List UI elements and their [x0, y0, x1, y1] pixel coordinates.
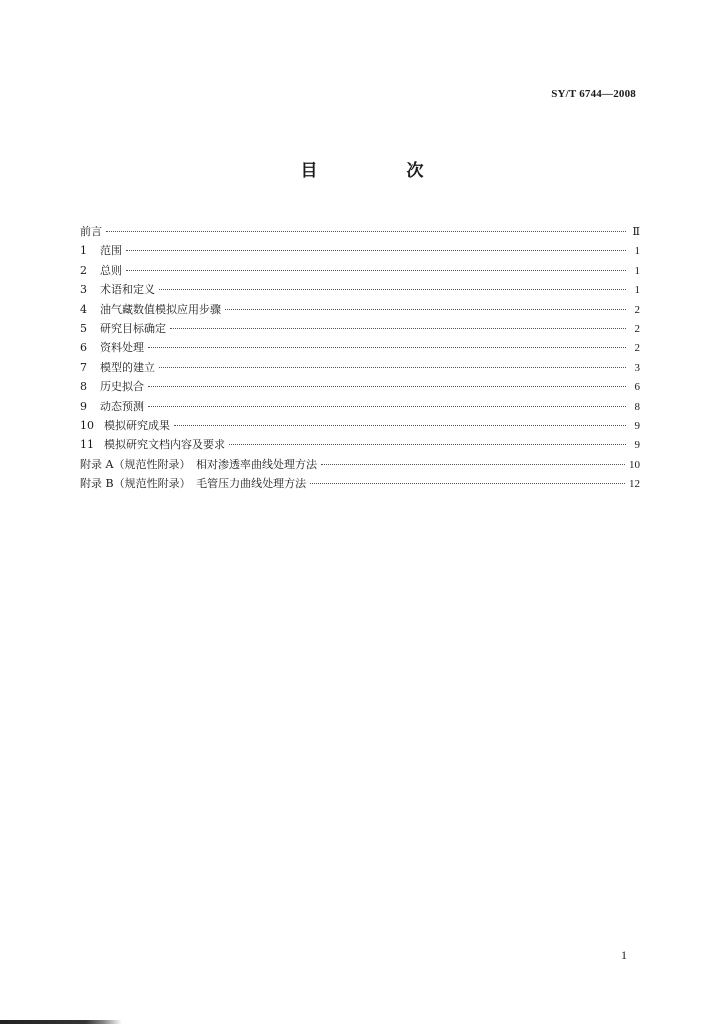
toc-dot-leader — [106, 230, 626, 232]
standard-code: SY/T 6744—2008 — [551, 88, 636, 100]
toc-entry[interactable] — [80, 241, 640, 260]
toc-dot-leader — [174, 424, 626, 426]
toc-entry-label: 附录 A（规范性附录） 相对渗透率曲线处理方法 — [80, 457, 317, 471]
toc-entry-label: 资料处理 — [100, 341, 144, 355]
toc-entry-page: 6 — [634, 381, 640, 394]
toc-entry-label: 模拟研究成果 — [104, 418, 170, 432]
table-of-contents — [80, 222, 640, 493]
toc-entry-page: 10 — [629, 458, 640, 471]
toc-entry-number: 6 — [80, 341, 87, 355]
toc-entry-label: 术语和定义 — [100, 283, 155, 297]
toc-entry[interactable] — [80, 338, 640, 357]
toc-dot-leader — [148, 346, 626, 348]
toc-entry[interactable] — [80, 222, 640, 241]
scan-edge-mark — [0, 1020, 122, 1024]
toc-entry[interactable] — [80, 300, 640, 319]
toc-entry-page: 2 — [634, 342, 640, 355]
toc-dot-leader — [126, 269, 626, 271]
toc-entry-label: 动态预测 — [100, 399, 144, 413]
toc-dot-leader — [310, 482, 625, 484]
toc-entry[interactable] — [80, 416, 640, 435]
toc-entry-label: 前言 — [80, 225, 102, 238]
toc-entry-label: 油气藏数值模拟应用步骤 — [100, 302, 221, 316]
toc-title: 目 次 — [300, 161, 460, 181]
toc-entry[interactable] — [80, 474, 640, 493]
toc-dot-leader — [126, 249, 626, 251]
toc-entry-page: 8 — [634, 400, 640, 413]
toc-entry-page: 1 — [634, 245, 640, 258]
toc-entry-label: 总则 — [100, 263, 122, 277]
toc-entry-page: 9 — [634, 419, 640, 432]
page-number: 1 — [621, 948, 627, 962]
toc-entry[interactable] — [80, 397, 640, 416]
toc-entry-label: 历史拟合 — [100, 380, 144, 394]
toc-entry-number: 11 — [80, 438, 94, 452]
toc-entry-page: 12 — [629, 478, 640, 491]
toc-entry-page: 1 — [634, 264, 640, 277]
toc-entry-number: 8 — [80, 380, 87, 394]
toc-entry-label: 范围 — [100, 244, 122, 258]
toc-entry-label: 研究目标确定 — [100, 321, 166, 335]
toc-entry-number: 7 — [80, 360, 87, 374]
toc-entry-label: 模型的建立 — [100, 360, 155, 374]
toc-dot-leader — [229, 443, 626, 445]
toc-entry-number: 2 — [80, 263, 87, 277]
toc-entry-page: Ⅱ — [632, 226, 640, 238]
toc-entry-page: 1 — [634, 284, 640, 297]
toc-entry-number: 10 — [80, 418, 94, 432]
toc-entry-number: 4 — [80, 302, 87, 316]
toc-entry[interactable] — [80, 261, 640, 280]
toc-entry-label: 模拟研究文档内容及要求 — [104, 438, 225, 452]
toc-dot-leader — [321, 463, 625, 465]
toc-dot-leader — [225, 308, 626, 310]
toc-entry-number: 1 — [80, 244, 87, 258]
toc-entry-number: 5 — [80, 321, 87, 335]
toc-dot-leader — [159, 288, 626, 290]
toc-entry[interactable] — [80, 377, 640, 396]
toc-dot-leader — [148, 385, 626, 387]
toc-entry[interactable] — [80, 358, 640, 377]
toc-entry[interactable] — [80, 280, 640, 299]
toc-entry-label: 附录 B（规范性附录） 毛管压力曲线处理方法 — [80, 477, 307, 491]
toc-entry-number: 9 — [80, 399, 87, 413]
toc-entry[interactable] — [80, 435, 640, 454]
toc-entry-page: 9 — [634, 439, 640, 452]
toc-dot-leader — [170, 327, 626, 329]
toc-entry[interactable] — [80, 455, 640, 474]
toc-entry[interactable] — [80, 319, 640, 338]
toc-dot-leader — [148, 405, 626, 407]
toc-entry-page: 2 — [634, 322, 640, 335]
toc-entry-number: 3 — [80, 283, 87, 297]
toc-entry-page: 2 — [634, 303, 640, 316]
toc-dot-leader — [159, 366, 626, 368]
toc-entry-page: 3 — [634, 361, 640, 374]
